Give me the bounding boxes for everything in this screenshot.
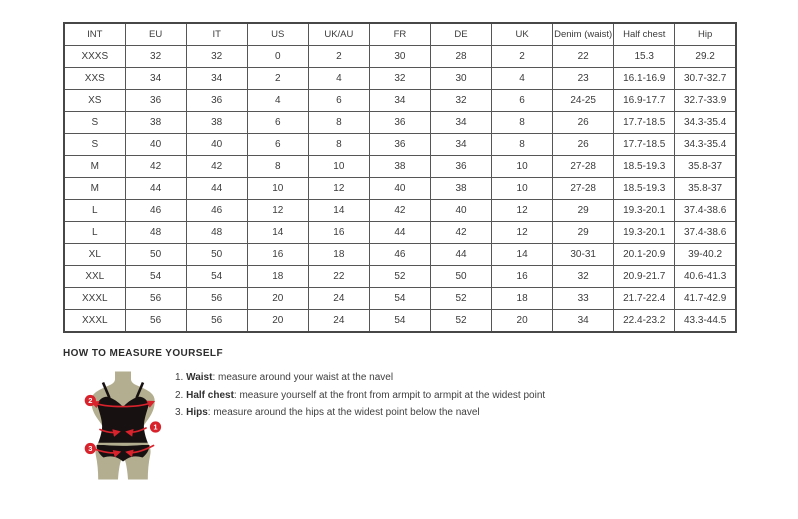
- table-cell: 54: [369, 288, 430, 310]
- table-cell: 33: [553, 288, 614, 310]
- table-cell: 2: [247, 68, 308, 90]
- table-cell: 12: [308, 178, 369, 200]
- table-row: [64, 288, 736, 310]
- table-cell: 34: [553, 310, 614, 333]
- table-header-cell: INT: [64, 23, 125, 46]
- step-number: 3.: [175, 407, 187, 418]
- measure-section-title: HOW TO MEASURE YOURSELF: [63, 348, 223, 359]
- table-cell: 36: [369, 134, 430, 156]
- table-cell: 18.5-19.3: [614, 178, 675, 200]
- table-cell: 10: [308, 156, 369, 178]
- table-cell: 0: [247, 46, 308, 68]
- step-description: : measure around your waist at the navel: [212, 372, 394, 383]
- table-cell: 50: [430, 266, 491, 288]
- table-cell: 40: [186, 134, 247, 156]
- table-cell: 37.4-38.6: [675, 222, 736, 244]
- table-cell: 42: [369, 200, 430, 222]
- table-header-cell: Denim (waist): [553, 23, 614, 46]
- table-cell: 29: [553, 200, 614, 222]
- table-cell: 22: [308, 266, 369, 288]
- measure-step: [175, 373, 545, 383]
- measure-step: [175, 408, 545, 418]
- table-cell: 20: [247, 288, 308, 310]
- table-cell: 52: [430, 288, 491, 310]
- table-cell: 34.3-35.4: [675, 134, 736, 156]
- measure-figure: [84, 371, 162, 482]
- table-cell: 36: [125, 90, 186, 112]
- waist-badge-number: 1: [153, 422, 158, 432]
- table-cell: 52: [430, 310, 491, 333]
- table-cell: 6: [247, 112, 308, 134]
- table-cell: 4: [247, 90, 308, 112]
- step-number: 1.: [175, 372, 187, 383]
- table-cell: 38: [430, 178, 491, 200]
- table-cell: 22: [553, 46, 614, 68]
- table-header-cell: FR: [369, 23, 430, 46]
- step-description: : measure around the hips at the widest point below the navel: [207, 407, 480, 418]
- table-cell: 34.3-35.4: [675, 112, 736, 134]
- hips-badge: [85, 443, 96, 454]
- table-cell: 12: [247, 200, 308, 222]
- table-cell: 40: [430, 200, 491, 222]
- table-cell: 12: [492, 200, 553, 222]
- measure-step: [175, 391, 545, 401]
- table-header-cell: IT: [186, 23, 247, 46]
- step-term: Hips: [186, 407, 208, 418]
- table-row: [64, 156, 736, 178]
- table-cell: 46: [186, 200, 247, 222]
- table-cell: 35.8-37: [675, 156, 736, 178]
- table-cell: XXXL: [64, 310, 125, 333]
- table-cell: 32: [553, 266, 614, 288]
- table-cell: XXXL: [64, 288, 125, 310]
- table-cell: 34: [186, 68, 247, 90]
- table-cell: 18: [247, 266, 308, 288]
- step-term: Half chest: [186, 389, 234, 401]
- table-row: [64, 200, 736, 222]
- table-cell: 2: [492, 46, 553, 68]
- table-cell: 23: [553, 68, 614, 90]
- table-cell: 28: [430, 46, 491, 68]
- measure-steps: [175, 373, 545, 426]
- table-cell: 6: [492, 90, 553, 112]
- step-number: 2.: [175, 389, 187, 401]
- waist-badge: [150, 421, 161, 432]
- table-cell: 16.1-16.9: [614, 68, 675, 90]
- table-row: [64, 134, 736, 156]
- table-cell: 36: [369, 112, 430, 134]
- table-header-cell: Hip: [675, 23, 736, 46]
- table-cell: 46: [125, 200, 186, 222]
- table-cell: 52: [369, 266, 430, 288]
- table-cell: 38: [369, 156, 430, 178]
- mannequin-illustration: [84, 371, 162, 482]
- table-cell: 17.7-18.5: [614, 112, 675, 134]
- size-table-head: [64, 23, 736, 46]
- table-cell: 20.1-20.9: [614, 244, 675, 266]
- table-cell: XS: [64, 90, 125, 112]
- table-cell: S: [64, 112, 125, 134]
- table-cell: 32.7-33.9: [675, 90, 736, 112]
- table-cell: 10: [247, 178, 308, 200]
- table-cell: 41.7-42.9: [675, 288, 736, 310]
- table-cell: 50: [186, 244, 247, 266]
- table-row: [64, 266, 736, 288]
- table-cell: 16: [247, 244, 308, 266]
- table-cell: 32: [369, 68, 430, 90]
- table-cell: M: [64, 156, 125, 178]
- table-cell: 14: [308, 200, 369, 222]
- table-header-cell: UK: [492, 23, 553, 46]
- table-cell: 48: [125, 222, 186, 244]
- table-cell: 6: [308, 90, 369, 112]
- size-table-section: [63, 22, 737, 333]
- table-row: [64, 310, 736, 333]
- step-term: Waist: [186, 372, 213, 383]
- table-cell: 15.3: [614, 46, 675, 68]
- table-cell: 24: [308, 288, 369, 310]
- table-header-cell: US: [247, 23, 308, 46]
- table-cell: XXS: [64, 68, 125, 90]
- table-cell: 22.4-23.2: [614, 310, 675, 333]
- table-row: [64, 244, 736, 266]
- table-cell: 30.7-32.7: [675, 68, 736, 90]
- table-cell: 32: [125, 46, 186, 68]
- table-cell: 10: [492, 156, 553, 178]
- table-header-cell: DE: [430, 23, 491, 46]
- table-cell: 42: [186, 156, 247, 178]
- table-cell: 12: [492, 222, 553, 244]
- table-cell: 26: [553, 134, 614, 156]
- table-cell: 32: [430, 90, 491, 112]
- table-cell: 56: [186, 310, 247, 333]
- table-cell: 40: [125, 134, 186, 156]
- table-cell: 8: [308, 134, 369, 156]
- table-cell: 27-28: [553, 178, 614, 200]
- table-cell: 17.7-18.5: [614, 134, 675, 156]
- table-cell: 30: [369, 46, 430, 68]
- table-cell: 44: [369, 222, 430, 244]
- table-cell: 8: [492, 112, 553, 134]
- table-cell: 2: [308, 46, 369, 68]
- table-cell: 14: [247, 222, 308, 244]
- table-cell: 8: [492, 134, 553, 156]
- table-cell: 20: [492, 310, 553, 333]
- table-cell: 29.2: [675, 46, 736, 68]
- table-cell: 16: [492, 266, 553, 288]
- table-cell: 18.5-19.3: [614, 156, 675, 178]
- table-cell: 43.3-44.5: [675, 310, 736, 333]
- table-cell: 18: [492, 288, 553, 310]
- table-cell: 35.8-37: [675, 178, 736, 200]
- table-cell: 18: [308, 244, 369, 266]
- table-cell: 48: [186, 222, 247, 244]
- table-cell: 56: [125, 310, 186, 333]
- table-cell: 38: [186, 112, 247, 134]
- size-table-header-row: [64, 23, 736, 46]
- table-cell: 10: [492, 178, 553, 200]
- table-cell: 56: [186, 288, 247, 310]
- table-cell: 14: [492, 244, 553, 266]
- table-cell: 34: [125, 68, 186, 90]
- table-cell: 16: [308, 222, 369, 244]
- table-cell: 40: [369, 178, 430, 200]
- table-cell: 56: [125, 288, 186, 310]
- table-header-cell: UK/AU: [308, 23, 369, 46]
- table-row: [64, 90, 736, 112]
- table-header-cell: EU: [125, 23, 186, 46]
- table-cell: 50: [125, 244, 186, 266]
- table-cell: L: [64, 222, 125, 244]
- table-cell: 46: [369, 244, 430, 266]
- hips-badge-number: 3: [88, 444, 93, 454]
- table-row: [64, 46, 736, 68]
- table-cell: XXL: [64, 266, 125, 288]
- table-cell: 30-31: [553, 244, 614, 266]
- table-cell: 38: [125, 112, 186, 134]
- table-cell: 34: [430, 134, 491, 156]
- table-cell: 54: [186, 266, 247, 288]
- table-cell: 44: [125, 178, 186, 200]
- table-cell: 36: [186, 90, 247, 112]
- table-header-cell: Half chest: [614, 23, 675, 46]
- table-cell: 20.9-21.7: [614, 266, 675, 288]
- table-cell: 40.6-41.3: [675, 266, 736, 288]
- table-cell: 24: [308, 310, 369, 333]
- table-cell: 36: [430, 156, 491, 178]
- table-cell: 30: [430, 68, 491, 90]
- table-cell: 44: [186, 178, 247, 200]
- table-cell: M: [64, 178, 125, 200]
- table-row: [64, 68, 736, 90]
- table-cell: 6: [247, 134, 308, 156]
- table-cell: 42: [125, 156, 186, 178]
- table-row: [64, 178, 736, 200]
- size-table: [63, 22, 737, 333]
- table-cell: XL: [64, 244, 125, 266]
- table-cell: 32: [186, 46, 247, 68]
- table-cell: 34: [369, 90, 430, 112]
- chest-badge: [85, 395, 96, 406]
- table-cell: 19.3-20.1: [614, 222, 675, 244]
- step-description: : measure yourself at the front from armpit to armpit at the widest point: [233, 389, 546, 401]
- table-cell: 26: [553, 112, 614, 134]
- table-cell: 21.7-22.4: [614, 288, 675, 310]
- table-row: [64, 112, 736, 134]
- table-row: [64, 222, 736, 244]
- table-cell: 37.4-38.6: [675, 200, 736, 222]
- table-cell: 34: [430, 112, 491, 134]
- table-cell: 8: [247, 156, 308, 178]
- table-cell: 54: [369, 310, 430, 333]
- size-table-body: [64, 46, 736, 333]
- table-cell: S: [64, 134, 125, 156]
- table-cell: 4: [492, 68, 553, 90]
- table-cell: 19.3-20.1: [614, 200, 675, 222]
- table-cell: 4: [308, 68, 369, 90]
- table-cell: 29: [553, 222, 614, 244]
- table-cell: 16.9-17.7: [614, 90, 675, 112]
- table-cell: XXXS: [64, 46, 125, 68]
- chest-badge-number: 2: [88, 396, 93, 406]
- table-cell: 44: [430, 244, 491, 266]
- table-cell: 54: [125, 266, 186, 288]
- table-cell: 24-25: [553, 90, 614, 112]
- table-cell: 8: [308, 112, 369, 134]
- table-cell: 39-40.2: [675, 244, 736, 266]
- table-cell: L: [64, 200, 125, 222]
- table-cell: 20: [247, 310, 308, 333]
- table-cell: 42: [430, 222, 491, 244]
- table-cell: 27-28: [553, 156, 614, 178]
